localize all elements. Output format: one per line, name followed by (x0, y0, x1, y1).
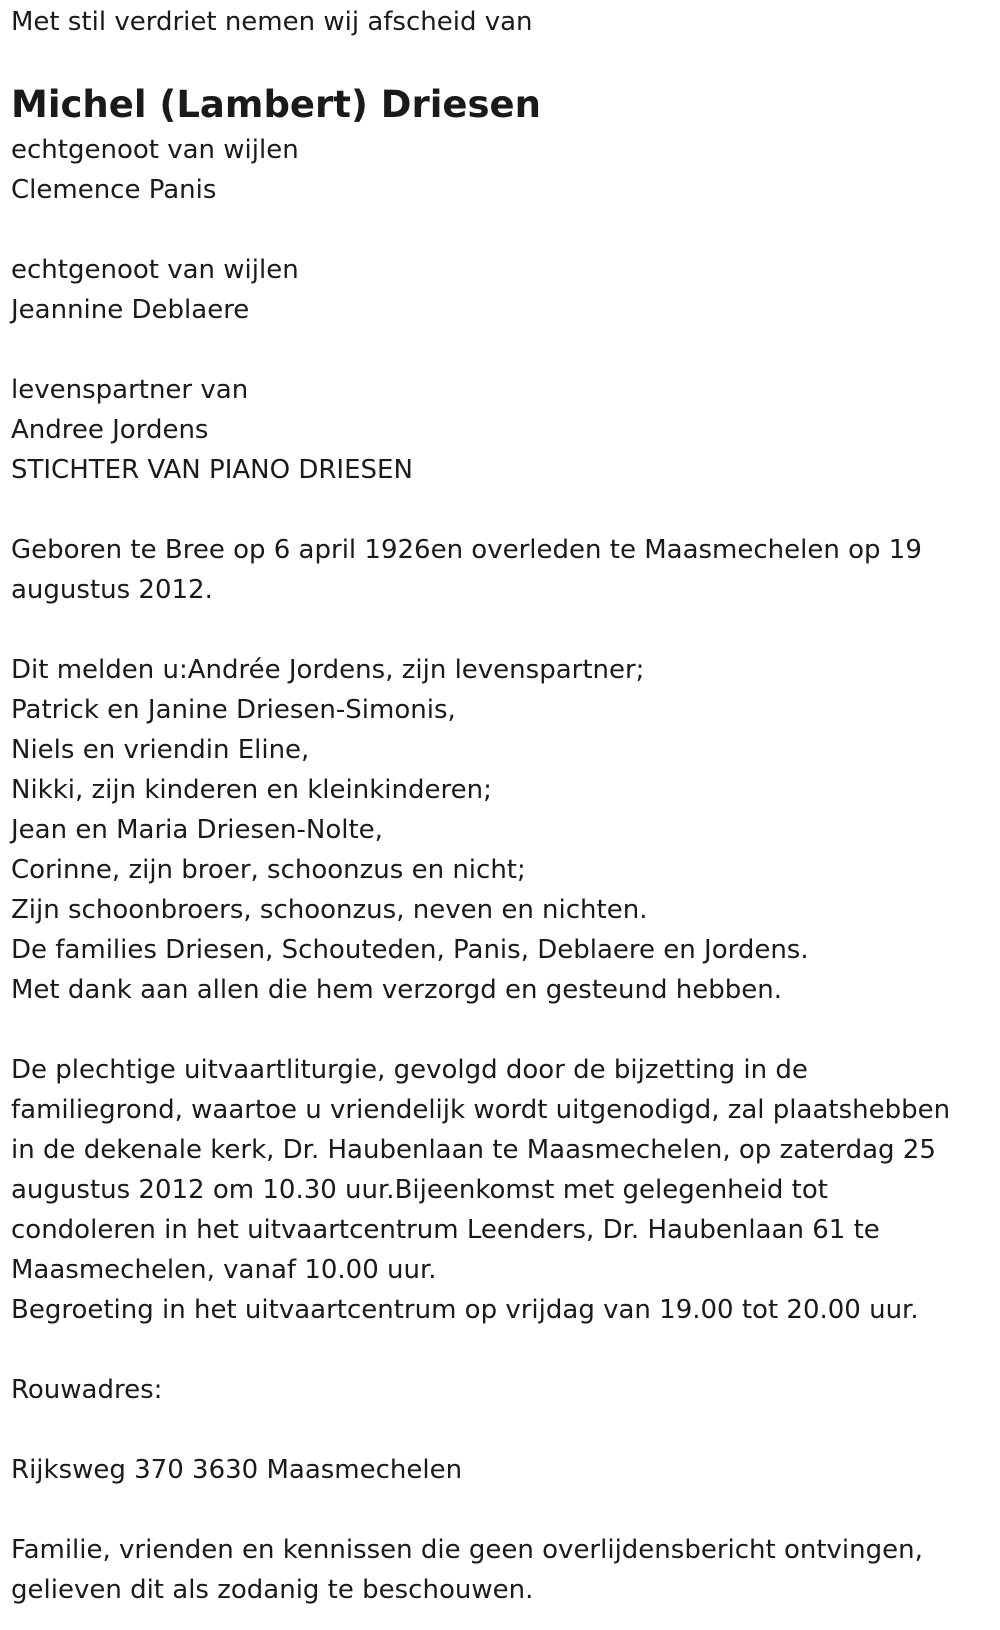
relation-role: echtgenoot van wijlen (11, 255, 299, 285)
funeral-paragraph (11, 1050, 980, 1330)
relation-role: echtgenoot van wijlen (11, 135, 299, 165)
paragraph-line: augustus 2012. (11, 575, 213, 605)
intro-text: Met stil verdriet nemen wij afscheid van (11, 7, 533, 37)
funeral-line: De plechtige uitvaartliturgie, gevolgd door de bijzetting in de (11, 1055, 808, 1085)
family-line: Met dank aan allen die hem verzorgd en gesteund hebben. (11, 975, 782, 1005)
founder-note: STICHTER VAN PIANO DRIESEN (11, 455, 413, 485)
family-line: Niels en vriendin Eline, (11, 735, 310, 765)
family-line: Jean en Maria Driesen-Nolte, (11, 815, 383, 845)
funeral-line: Maasmechelen, vanaf 10.00 uur. (11, 1255, 437, 1285)
spacer (11, 210, 980, 250)
closing-line: gelieven dit als zodanig te beschouwen. (11, 1575, 534, 1605)
relation-person: Jeannine Deblaere (11, 295, 250, 325)
spacer (11, 330, 980, 370)
funeral-line: Begroeting in het uitvaartcentrum op vrijdag van 19.00 tot 20.00 uur. (11, 1295, 919, 1325)
address-label: Rouwadres: (11, 1375, 163, 1405)
spacer (11, 490, 980, 530)
relation-block-2 (11, 250, 980, 330)
relation-block-3 (11, 370, 980, 490)
funeral-line: in de dekenale kerk, Dr. Haubenlaan te Maasmechelen, op zaterdag 25 (11, 1135, 936, 1165)
spacer (11, 1410, 980, 1450)
family-line: Corinne, zijn broer, schoonzus en nicht; (11, 855, 526, 885)
family-line: Patrick en Janine Driesen-Simonis, (11, 695, 456, 725)
closing-paragraph (11, 1530, 980, 1610)
relation-person: Andree Jordens (11, 415, 209, 445)
relation-role: levenspartner van (11, 375, 249, 405)
family-line: Dit melden u:Andrée Jordens, zijn levenspartner; (11, 655, 645, 685)
relation-block-1 (11, 130, 980, 210)
spacer (11, 1330, 980, 1370)
paragraph-line: Geboren te Bree op 6 april 1926en overleden te Maasmechelen op 19 (11, 535, 922, 565)
funeral-line: augustus 2012 om 10.30 uur.Bijeenkomst met gelegenheid tot (11, 1175, 828, 1205)
mourning-address: Rijksweg 370 3630 Maasmechelen (11, 1455, 463, 1485)
relation-person: Clemence Panis (11, 175, 217, 205)
family-line: Nikki, zijn kinderen en kleinkinderen; (11, 775, 492, 805)
spacer (11, 1010, 980, 1050)
family-line: De families Driesen, Schouteden, Panis, Deblaere en Jordens. (11, 935, 809, 965)
birth-death-paragraph (11, 530, 980, 610)
closing-line: Familie, vrienden en kennissen die geen overlijdensbericht ontvingen, (11, 1535, 923, 1565)
funeral-line: familiegrond, waartoe u vriendelijk wordt uitgenodigd, zal plaatshebben (11, 1095, 951, 1125)
funeral-line: condoleren in het uitvaartcentrum Leenders, Dr. Haubenlaan 61 te (11, 1215, 880, 1245)
spacer (11, 610, 980, 650)
deceased-name: Michel (Lambert) Driesen (11, 83, 541, 126)
spacer (11, 1490, 980, 1530)
family-line: Zijn schoonbroers, schoonzus, neven en nichten. (11, 895, 648, 925)
family-paragraph (11, 650, 980, 1010)
